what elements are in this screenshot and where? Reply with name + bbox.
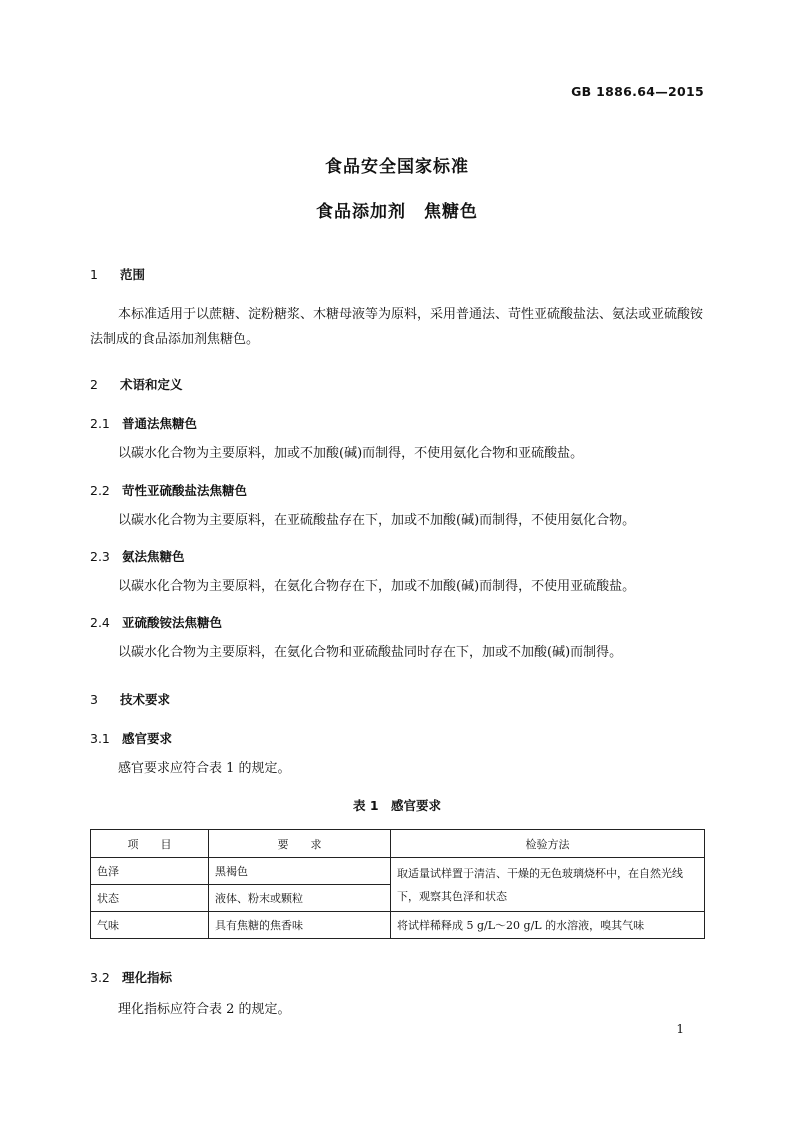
section-title: 氨法焦糖色 bbox=[122, 549, 185, 564]
section-2-heading bbox=[90, 375, 183, 393]
document-subtitle: 食品添加剂 焦糖色 bbox=[316, 202, 478, 222]
section-2-1-heading bbox=[90, 414, 197, 432]
section-number: 2.3 bbox=[90, 549, 110, 564]
paragraph-text: 感官要求应符合表 1 的规定。 bbox=[118, 761, 291, 776]
section-3-1-heading bbox=[90, 729, 172, 747]
section-2-3-heading bbox=[90, 547, 185, 565]
paragraph-text: 本标准适用于以蔗糖、淀粉糖浆、木糖母液等为原料，采用普通法、苛性亚硫酸盐法、氨法或亚硫酸铵法制成的食品添加剂焦糖色。 bbox=[90, 307, 704, 347]
section-1-body bbox=[90, 302, 704, 352]
section-title: 术语和定义 bbox=[120, 377, 183, 392]
section-title: 感官要求 bbox=[122, 731, 173, 746]
section-number: 2.2 bbox=[90, 483, 110, 498]
document-title: 食品安全国家标准 bbox=[325, 157, 469, 177]
section-number: 3.1 bbox=[90, 731, 110, 746]
paragraph-text: 以碳水化合物为主要原料，加或不加酸(碱)而制得，不使用氨化合物和亚硫酸盐。 bbox=[118, 446, 584, 461]
cell-requirement: 液体、粉末或颗粒 bbox=[209, 885, 391, 912]
section-2-4-body bbox=[90, 640, 704, 665]
section-number: 2 bbox=[90, 377, 98, 392]
cell-item: 色泽 bbox=[91, 858, 209, 885]
paragraph-text: 以碳水化合物为主要原料，在亚硫酸盐存在下，加或不加酸(碱)而制得，不使用氨化合物。 bbox=[118, 513, 636, 528]
section-3-2-heading bbox=[90, 968, 172, 986]
section-title: 范围 bbox=[120, 267, 146, 282]
section-number: 3.2 bbox=[90, 970, 110, 985]
cell-method: 将试样稀释成 5 g/L～20 g/L 的水溶液，嗅其气味 bbox=[391, 912, 705, 939]
cell-method: 取适量试样置于清洁、干燥的无色玻璃烧杯中，在自然光线下，观察其色泽和状态 bbox=[391, 858, 705, 912]
section-title: 亚硫酸铵法焦糖色 bbox=[122, 615, 223, 630]
section-number: 3 bbox=[90, 692, 98, 707]
page-number: 1 bbox=[676, 1022, 684, 1036]
paragraph-text: 以碳水化合物为主要原料，在氨化合物和亚硫酸盐同时存在下，加或不加酸(碱)而制得。 bbox=[118, 645, 623, 660]
section-2-1-body bbox=[90, 441, 704, 466]
section-3-heading bbox=[90, 690, 170, 708]
cell-requirement: 具有焦糖的焦香味 bbox=[209, 912, 391, 939]
section-2-3-body bbox=[90, 574, 704, 599]
column-header-method: 检验方法 bbox=[391, 830, 705, 858]
column-header-item: 项 目 bbox=[91, 830, 209, 858]
section-number: 2.1 bbox=[90, 416, 110, 431]
column-header-requirement: 要 求 bbox=[209, 830, 391, 858]
paragraph-text: 以碳水化合物为主要原料，在氨化合物存在下，加或不加酸(碱)而制得，不使用亚硫酸盐。 bbox=[118, 579, 636, 594]
section-title: 苛性亚硫酸盐法焦糖色 bbox=[122, 483, 248, 498]
section-number: 1 bbox=[90, 267, 98, 282]
table-1-caption: 表 1 感官要求 bbox=[352, 798, 442, 813]
section-3-2-body bbox=[90, 997, 704, 1022]
section-title: 理化指标 bbox=[122, 970, 173, 985]
table-header-row bbox=[91, 830, 705, 858]
section-title: 技术要求 bbox=[120, 692, 171, 707]
section-3-1-body bbox=[90, 756, 704, 781]
cell-item: 气味 bbox=[91, 912, 209, 939]
standard-code: GB 1886.64—2015 bbox=[571, 84, 704, 99]
section-2-2-body bbox=[90, 508, 704, 533]
section-2-4-heading bbox=[90, 613, 222, 631]
cell-requirement: 黑褐色 bbox=[209, 858, 391, 885]
section-title: 普通法焦糖色 bbox=[122, 416, 198, 431]
cell-item: 状态 bbox=[91, 885, 209, 912]
section-1-heading bbox=[90, 265, 145, 283]
section-2-2-heading bbox=[90, 481, 247, 499]
sensory-requirements-table bbox=[90, 829, 705, 939]
table-row bbox=[91, 858, 705, 885]
section-number: 2.4 bbox=[90, 615, 110, 630]
table-row bbox=[91, 912, 705, 939]
paragraph-text: 理化指标应符合表 2 的规定。 bbox=[118, 1002, 291, 1017]
